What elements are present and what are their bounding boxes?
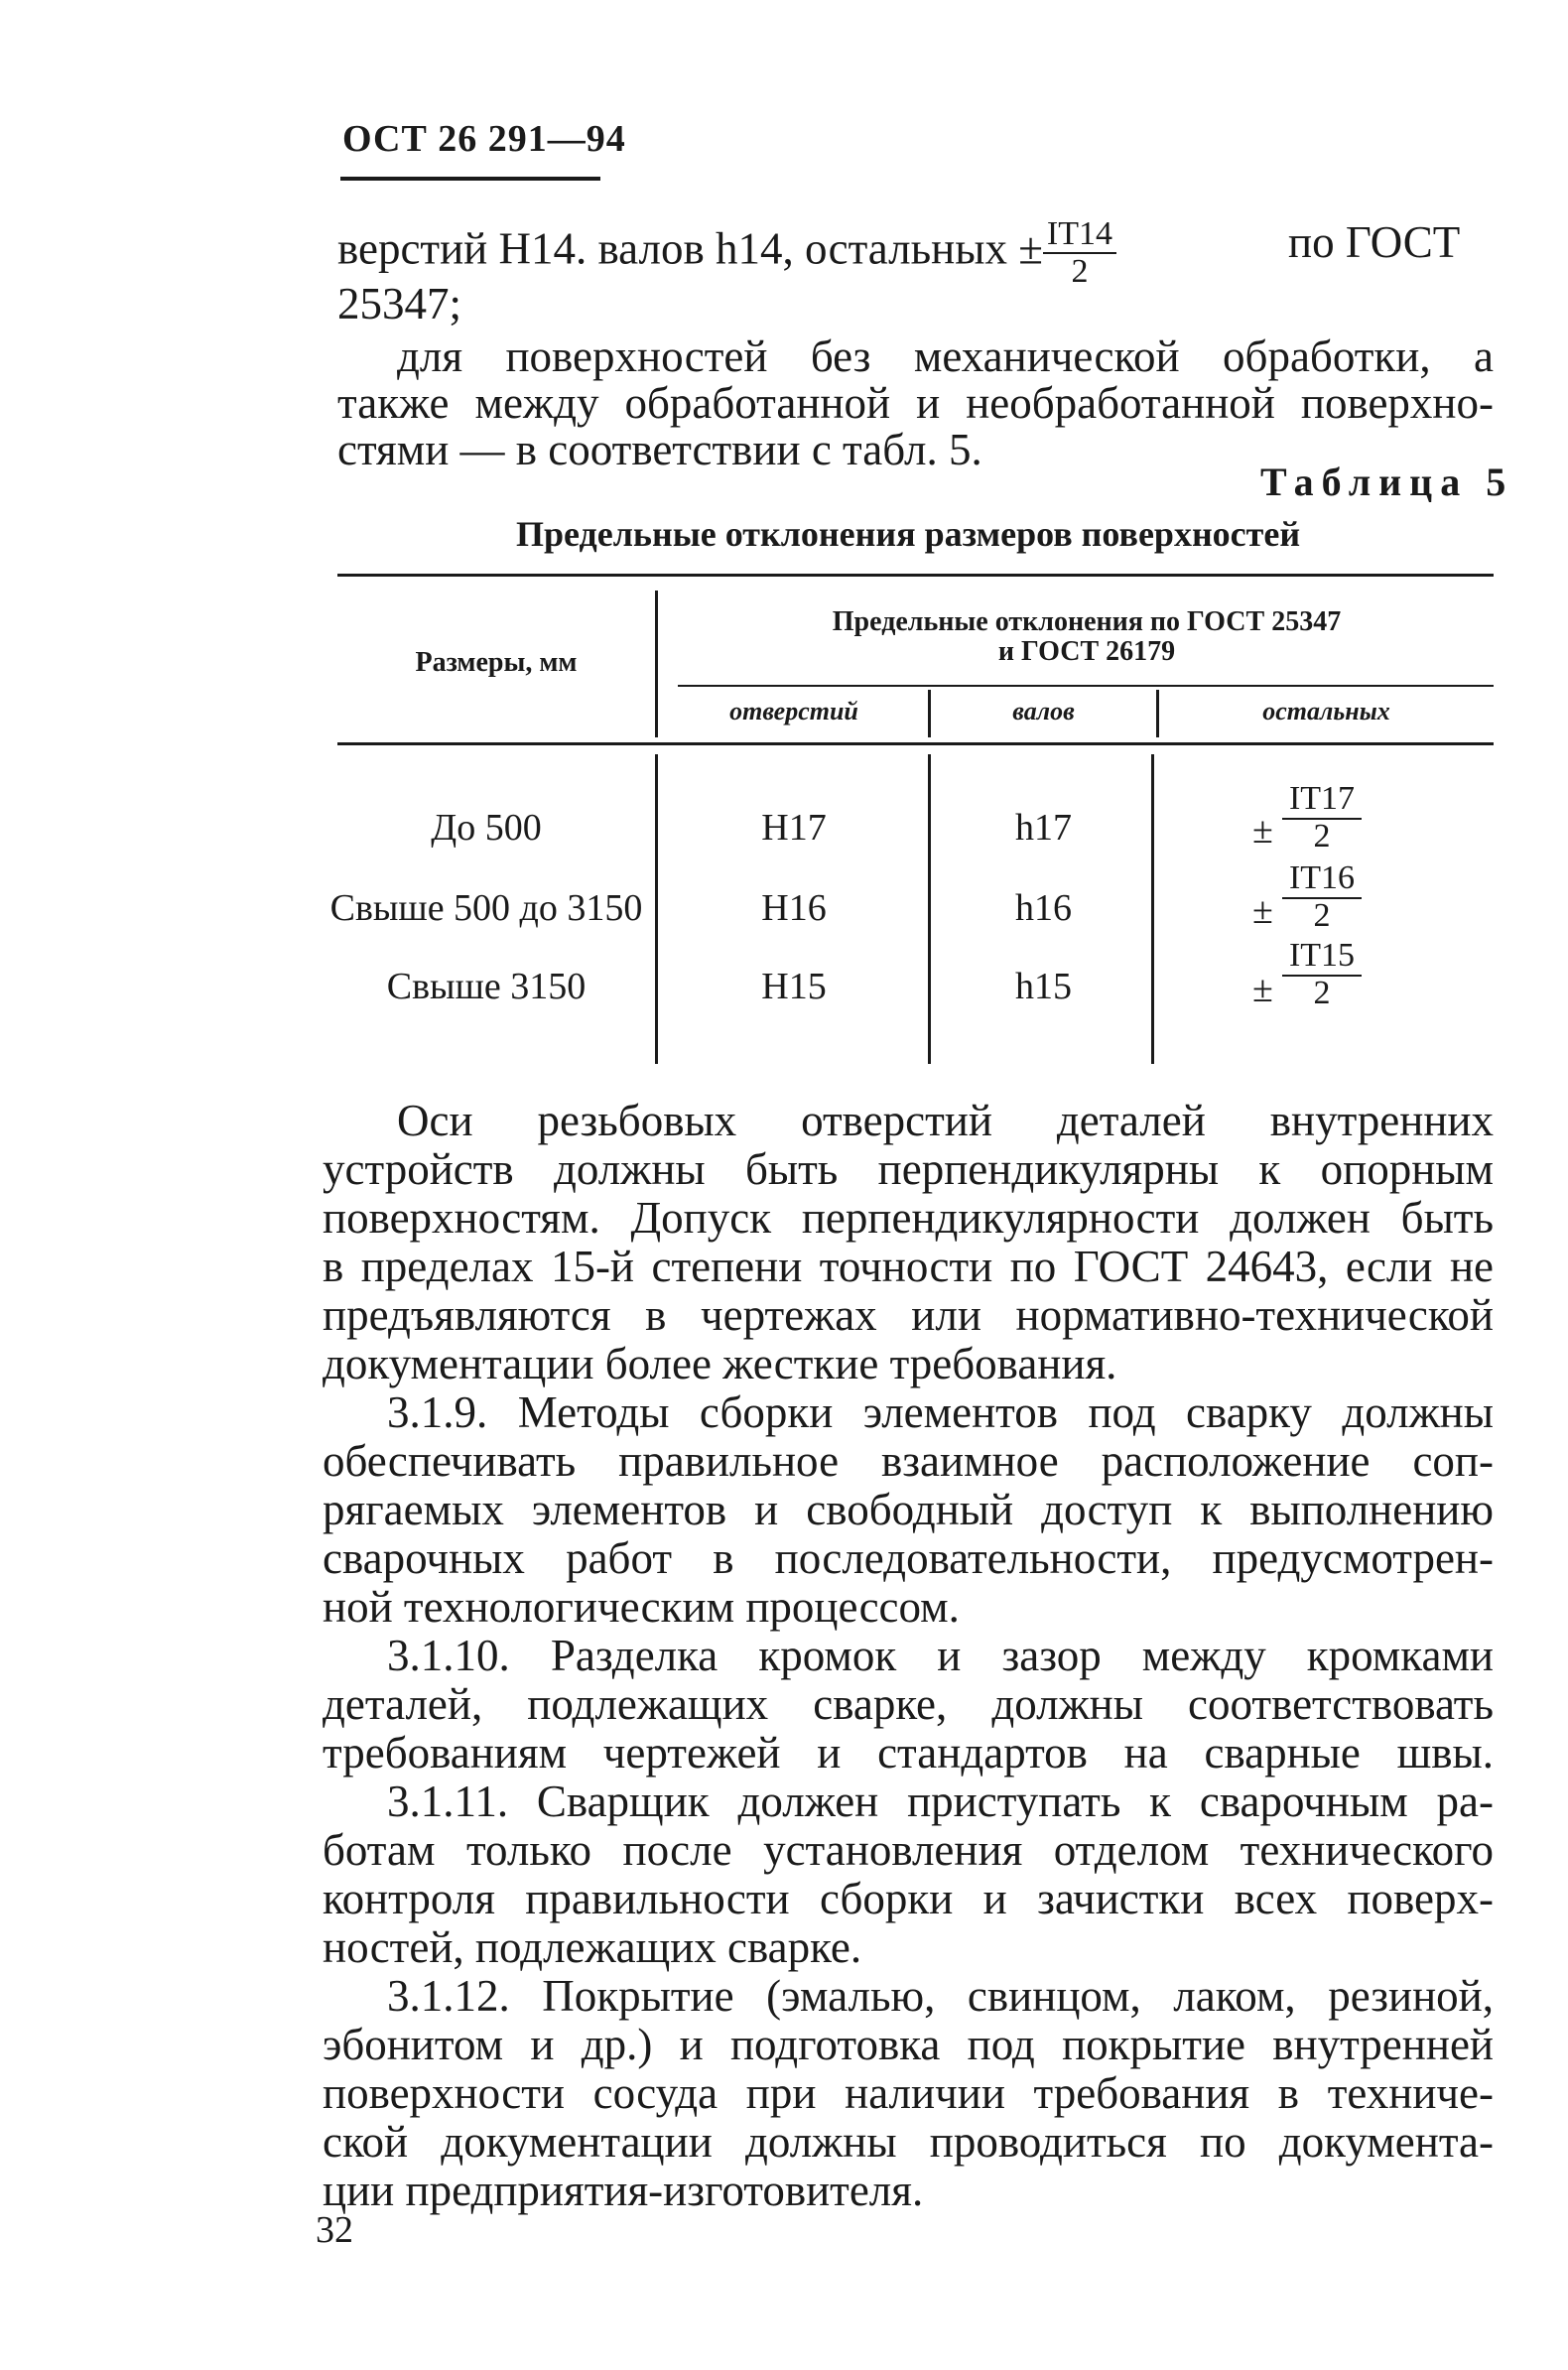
intro-line-5: стями — в соответствии с табл. 5. [337,425,982,474]
row-1-size: До 500 [431,807,542,849]
intro-fraction-den: 2 [1071,253,1089,290]
row-3-shafts: h15 [1015,966,1072,1007]
table-group-rule [678,685,1494,687]
p2-line-3: рягаемых элементов и свободный доступ к выполнению [323,1485,1494,1534]
header-rule [340,177,600,181]
row-1-other-den: 2 [1313,818,1331,855]
row-2-shafts: h16 [1015,887,1072,929]
p5-line-2: эбонитом и др.) и подготовка под покрытие внутренней [323,2020,1494,2069]
row-3-size: Свыше 3150 [386,966,587,1007]
intro-line-1-tail: по ГОСТ [1288,217,1461,267]
p2-line-1: 3.1.9. Методы сборки элементов под сварку должны [387,1387,1494,1437]
row-3-other-den: 2 [1313,975,1331,1011]
p4-line-1: 3.1.11. Сварщик должен приступать к сварочным ра- [387,1777,1494,1826]
row-2-other-den: 2 [1313,897,1331,934]
p1-line-6: документации более жесткие требования. [323,1339,1117,1388]
p3-line-3: требованиям чертежей и стандартов на сварные швы. [323,1728,1494,1778]
document-id: ОСТ 26 291—94 [342,118,626,160]
col-header-group-line-1: Предельные отклонения по ГОСТ 25347 [832,606,1342,637]
page-number: 32 [316,2209,353,2251]
row-3-holes: H15 [761,966,827,1007]
p2-line-5: ной технологическим процессом. [323,1582,960,1632]
col-header-other: остальных [1262,697,1390,725]
p5-line-1: 3.1.12. Покрытие (эмалью, свинцом, лаком, резиной, [387,1971,1494,2021]
p3-line-2: деталей, подлежащих сварке, должны соответствовать [323,1679,1494,1729]
row-3-other-num: IT15 [1282,937,1362,977]
row-3-other-fraction [1282,937,1362,1010]
p5-line-5: ции предприятия-изготовителя. [323,2166,924,2215]
row-3-plusminus: ± [1252,969,1273,1010]
row-1-other-fraction [1282,780,1362,854]
p3-line-1: 3.1.10. Разделка кромок и зазор между кромками [387,1631,1494,1680]
intro-fraction [1043,216,1116,290]
intro-line-2: 25347; [337,279,462,329]
p4-line-4: ностей, подлежащих сварке. [323,1922,862,1972]
col-header-shafts: валов [1012,697,1075,725]
p2-line-2: обеспечивать правильное взаимное расположение соп- [323,1436,1494,1486]
row-2-other-fraction [1282,859,1362,933]
col-header-group-line-2: и ГОСТ 26179 [997,636,1176,667]
table-label: Таблица 5 [1260,460,1514,504]
row-2-size: Свыше 500 до 3150 [329,887,643,929]
row-1-plusminus: ± [1252,810,1273,852]
table-title: Предельные отклонения размеров поверхностей [516,514,1301,554]
intro-line-3: для поверхностей без механической обработки, а [397,331,1494,381]
intro-line-4: также между обработанной и необработанной поверхно- [337,378,1494,428]
intro-line-1-text: верстий H14. валов h14, остальных ± [337,223,1043,274]
p1-line-3: поверхностям. Допуск перпендикулярности должен быть [323,1193,1494,1243]
row-2-other-num: IT16 [1282,859,1362,899]
p1-line-1: Оси резьбовых отверстий деталей внутренних [397,1096,1494,1145]
table-top-rule [337,574,1494,577]
col-header-sizes: Размеры, мм [415,647,578,678]
p1-line-2: устройств должны быть перпендикулярны к опорным [323,1144,1494,1194]
p2-line-4: сварочных работ в последовательности, предусмотрен- [323,1533,1494,1583]
table-vrule-header-1 [655,591,658,737]
table-vrule-body-1 [655,754,658,1064]
p1-line-4: в пределах 15-й степени точности по ГОСТ 24643, если не [323,1242,1494,1291]
row-2-plusminus: ± [1252,890,1273,932]
row-1-holes: H17 [761,807,827,849]
col-header-holes: отверстий [729,697,858,725]
p5-line-3: поверхности сосуда при наличии требования в техниче- [323,2068,1494,2118]
p4-line-3: контроля правильности сборки и зачистки всех поверх- [323,1874,1494,1923]
col-header-group [685,607,1489,667]
intro-fraction-num: IT14 [1043,216,1116,254]
p4-line-2: ботам только после установления отделом технического [323,1825,1494,1875]
row-1-other-num: IT17 [1282,780,1362,820]
row-1-shafts: h17 [1015,807,1072,849]
p1-line-5: предъявляются в чертежах или нормативно-технической [323,1290,1494,1340]
row-2-holes: H16 [761,887,827,929]
table-header-rule [337,742,1494,745]
p5-line-4: ской документации должны проводиться по документа- [323,2117,1494,2167]
